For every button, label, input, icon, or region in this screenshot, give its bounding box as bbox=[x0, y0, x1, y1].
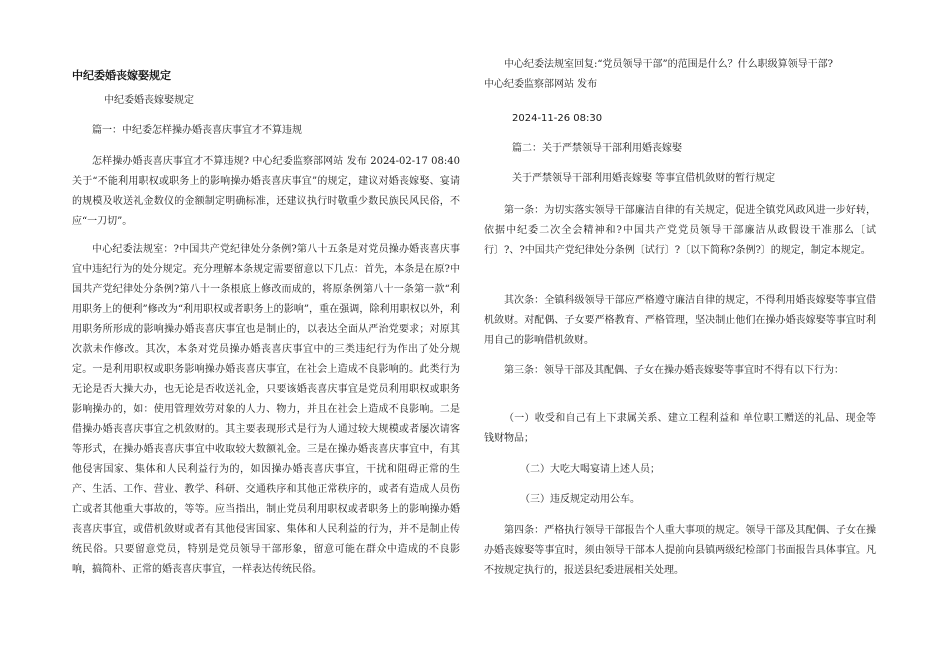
body-paragraph: 中心纪委法规室：?中国共产党纪律处分条例?第八十五条是对党员操办婚丧喜庆事宜中违纪行为的处分规定。充分理解本条规定需要留意以下几点：首先，本条是在原?中国共产党纪律处分条例?第八十一条根底上修改而成的，将原条例第八十一条第一款“利用职务上的便利”修改为“利用职权或者职务上的影响”，重在强调，除利用职权以外，利用职务所形成的影响操办婚丧喜庆事宜也是制止的，以表达全面从严治党要求；对原其次款未作修改。其次，本条对党员操办婚丧喜庆事宜中的三类违纪行为作出了处分规定。一是利用职权或职务影响操办婚丧喜庆事宜，在社会上造成不良影响的。此类行为无论是否大操大办，也无论是否收送礼金，只要该婚丧喜庆事宜是党员利用职权或职务影响操办的，如：使用管理效劳对象的人力、物力，并且在社会上造成不良影响。二是借操办婚丧喜庆事宜之机敛财的。其主要表现形式是行为人通过较大规模或者屡次请客等形式，在操办婚丧喜庆事宜中收取较大数额礼金。三是在操办婚丧喜庆事宜中，有其他侵害国家、集体和人民利益行为的，如因操办婚丧喜庆事宜，干扰和阻碍正常的生产、生活、工作、营业、教学、科研、交通秩序和其他正常秩序的，或者有造成人员伤亡或者其他重大事故的，等等。应当指出，制止党员利用职权或者职务上的影响操办婚丧喜庆事宜，或借机敛财或者有其他侵害国家、集体和人民利益的行为，并不是制止传统民俗。只要留意党员，特别是党员领导干部形象，留意可能在群众中造成的不良影响，搞简朴、正常的婚丧喜庆事宜，一样表达传统民俗。 bbox=[72, 244, 460, 575]
publish-date: 2024-11-26 08:30 bbox=[512, 113, 603, 124]
document-title: 中纪委婚丧嫁娶规定 bbox=[72, 69, 171, 82]
article-3-item-3: （三）违反规定动用公车。 bbox=[520, 494, 640, 505]
article-3-item-2: （二）大吃大喝宴请上述人员； bbox=[520, 464, 660, 475]
article-4: 第四条：严格执行领导干部报告个人重大事项的规定。领导干部及其配偶、子女在操办婚丧嫁娶等事宜时，须由领导干部本人提前向县镇两级纪检部门书面报告具体事宜。凡不按规定执行的，报送县纪委进展相关处理。 bbox=[484, 525, 876, 576]
part1-heading: 篇一：中纪委怎样操办婚丧喜庆事宜才不算违规 bbox=[92, 125, 302, 136]
article-2: 其次条：全镇科级领导干部应严格遵守廉洁自律的规定，不得利用婚丧嫁娶等事宜借机敛财。对配偶、子女要严格教育、严格管理，坚决制止他们在操办婚丧嫁娶等事宜时利用自己的影响借机敛财。 bbox=[484, 295, 876, 346]
source-line: 中心纪委监察部网站 发布 bbox=[484, 79, 598, 90]
document-subtitle: 中纪委婚丧嫁娶规定 bbox=[104, 95, 194, 106]
intro-paragraph: 怎样操办婚丧喜庆事宜才不算违规? 中心纪委监察部网站 发布 2024-02-17 08:40 关于“不能利用职权或职务上的影响操办婚丧喜庆事宜”的规定，建议对婚丧嫁娶、宴请的规模及收送礼金数仪的金额制定明确标准，还建议执行时敬重少数民族民风民俗，不应“一刀切”。 bbox=[72, 156, 460, 227]
article-1: 第一条：为切实落实领导干部廉洁自律的有关规定，促进全镇党风政风进一步好转，依据中纪委二次全会精神和?中国共产党党员领导干部廉洁从政假设干准那么〔试行〕?、?中国共产党纪律处分条例〔试行〕?〔以下简称?条例?〕的规定，制定本规定。 bbox=[484, 205, 876, 256]
faq-question: 中心纪委法规室回复:“党员领导干部”的范围是什么？什么职级算领导干部? bbox=[504, 59, 833, 70]
regulation-title: 关于严禁领导干部利用婚丧嫁娶 等事宜借机敛财的暂行规定 bbox=[512, 173, 776, 184]
part2-heading: 篇二：关于严禁领导干部利用婚丧嫁娶 bbox=[512, 143, 682, 154]
article-3: 第三条：领导干部及其配偶、子女在操办婚丧嫁娶等事宜时不得有以下行为： bbox=[504, 365, 844, 376]
article-3-item-1: （一）收受和自己有上下隶属关系、建立工程利益和 单位职工赠送的礼品、现金等钱财物品； bbox=[484, 413, 876, 444]
